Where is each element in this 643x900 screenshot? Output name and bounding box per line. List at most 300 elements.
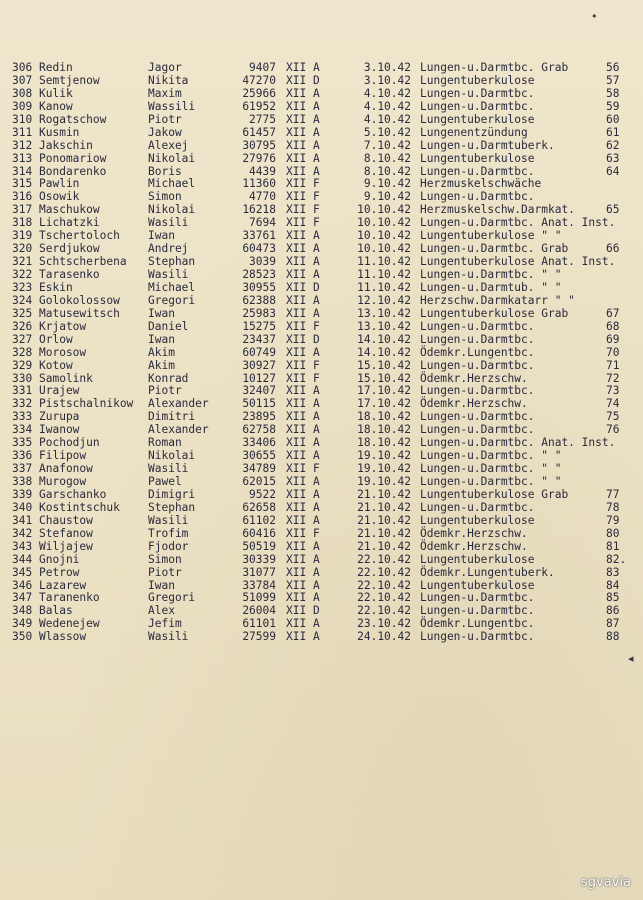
first-name: Dimigri [148,487,196,501]
unit-code: XII A [286,513,320,527]
prisoner-id: 4770 [249,190,276,204]
first-name: Nikolai [148,449,196,463]
surname: Kulik [39,86,73,100]
grave-number: 82. [606,552,627,566]
date: 23.10.42 [357,617,411,631]
first-name: Fjodor [148,539,189,553]
diagnosis: Herzmuskelschwäche [420,177,542,191]
date: 19.10.42 [357,449,411,463]
first-name: Andrej [148,242,189,256]
row-number: 339 [12,487,33,501]
surname: Balas [39,604,73,618]
date: 9.10.42 [363,177,411,191]
surname: Rogatschow [39,112,107,126]
first-name: Alex [148,604,175,618]
unit-code: XII D [286,332,320,346]
date: 17.10.42 [357,384,411,398]
date: 4.10.42 [363,99,411,113]
surname: Samolink [39,371,93,385]
row-number: 341 [12,513,33,527]
prisoner-id: 50115 [242,397,276,411]
grave-number: 80 [606,526,620,540]
row-number: 342 [12,526,33,540]
date: 14.10.42 [357,345,411,359]
date: 11.10.42 [357,255,411,269]
diagnosis: Lungen-u.Darmtbc. [420,332,535,346]
surname: Iwanow [39,423,80,437]
row-number: 327 [12,332,33,346]
unit-code: XII F [286,371,320,385]
surname: Osowik [39,190,80,204]
list-item [10,127,636,140]
prisoner-id: 2775 [249,112,276,126]
list-item [10,153,636,166]
row-number: 313 [12,151,33,165]
prisoner-id: 3039 [249,255,276,269]
surname: Urajew [39,384,80,398]
diagnosis: Ödemkr.Lungentuberk. [420,565,555,579]
date: 19.10.42 [357,475,411,488]
date: 10.10.42 [357,242,411,256]
unit-code: XII A [286,164,320,178]
prisoner-id: 61101 [242,617,276,631]
row-number: 309 [12,99,33,113]
prisoner-id: 30955 [242,280,276,294]
diagnosis: Herzmuskelschw.Darmkat. [420,203,575,217]
surname: Schtscherbena [39,255,127,269]
surname: Serdjukow [39,242,100,256]
row-number: 308 [12,86,33,100]
list-item [10,347,636,360]
surname: Kusmin [39,125,80,139]
grave-number: 87 [606,617,620,631]
first-name: Akim [148,358,175,372]
list-item [10,334,636,347]
surname: Filipow [39,449,87,463]
first-name: Nikolai [148,151,196,165]
row-number: 337 [12,462,33,476]
prisoner-id: 23437 [242,332,276,346]
prisoner-id: 33761 [242,229,276,243]
row-number: 340 [12,500,33,514]
diagnosis: Lungen-u.Darmtbc. " " [420,462,562,476]
row-number: 314 [12,164,33,178]
diagnosis: Lungen-u.Darmtbc. Grab [420,61,569,74]
unit-code: XII D [286,280,320,294]
list-item [10,398,636,411]
prisoner-id: 9407 [249,61,276,74]
date: 22.10.42 [357,578,411,592]
unit-code: XII A [286,99,320,113]
first-name: Simon [148,190,182,204]
prisoner-id: 30795 [242,138,276,152]
surname: Zurupa [39,410,80,424]
row-number: 331 [12,384,33,398]
date: 21.10.42 [357,487,411,501]
date: 11.10.42 [357,280,411,294]
date: 14.10.42 [357,332,411,346]
row-number: 322 [12,268,33,281]
row-number: 310 [12,112,33,126]
prisoner-id: 15275 [242,319,276,333]
list-item [10,62,636,75]
list-item [10,373,636,386]
first-name: Alexej [148,138,189,152]
diagnosis: Lungen-u.Darmtbc. [420,423,535,437]
surname: Taranenko [39,591,100,605]
prisoner-id: 61952 [242,99,276,113]
row-number: 343 [12,539,33,553]
diagnosis: Lungentuberkulose Anat. Inst. [420,255,616,269]
date: 19.10.42 [357,462,411,476]
grave-number: 57 [606,73,620,87]
prisoner-id: 30655 [242,449,276,463]
diagnosis: Lungen-u.Darmtbc. " " [420,268,562,281]
unit-code: XII A [286,151,320,165]
date: 3.10.42 [363,61,411,74]
unit-code: XII A [286,61,320,74]
date: 21.10.42 [357,513,411,527]
row-number: 344 [12,552,33,566]
unit-code: XII A [286,591,320,605]
list-item [10,269,636,282]
unit-code: XII A [286,552,320,566]
diagnosis: Lungen-u.Darmtbc. Grab [420,242,569,256]
surname: Anafonow [39,462,93,476]
diagnosis: Lungen-u.Darmtbc. [420,410,535,424]
list-item [10,580,636,593]
first-name: Piotr [148,384,182,398]
list-item [10,360,636,373]
unit-code: XII A [286,229,320,243]
first-name: Nikita [148,73,189,87]
list-item [10,308,636,321]
unit-code: XII F [286,203,320,217]
surname: Petrow [39,565,80,579]
grave-number: 64 [606,164,620,178]
unit-code: XII A [286,138,320,152]
prisoner-id: 62758 [242,423,276,437]
prisoner-id: 26004 [242,604,276,618]
list-item [10,515,636,528]
row-number: 312 [12,138,33,152]
first-name: Trofim [148,526,189,540]
row-number: 306 [12,61,33,74]
grave-number: 76 [606,423,620,437]
list-item [10,541,636,554]
grave-number: 69 [606,332,620,346]
surname: Lazarew [39,578,87,592]
first-name: Akim [148,345,175,359]
row-number: 345 [12,565,33,579]
date: 13.10.42 [357,319,411,333]
prisoner-id: 28523 [242,268,276,281]
list-item [10,140,636,153]
unit-code: XII A [286,384,320,398]
date: 10.10.42 [357,229,411,243]
row-number: 335 [12,436,33,450]
list-item [10,321,636,334]
row-number: 320 [12,242,33,256]
date: 18.10.42 [357,436,411,450]
grave-number: 63 [606,151,620,165]
watermark-text: sgvavia [581,875,631,890]
grave-number: 61 [606,125,620,139]
prisoner-id: 16218 [242,203,276,217]
date: 9.10.42 [363,190,411,204]
prisoner-id: 60473 [242,242,276,256]
row-number: 326 [12,319,33,333]
diagnosis: Lungenentzündung [420,125,528,139]
row-number: 311 [12,125,33,139]
date: 13.10.42 [357,306,411,320]
list-item [10,178,636,191]
grave-number: 67 [606,306,620,320]
prisoner-id: 31077 [242,565,276,579]
list-item [10,502,636,515]
prisoner-id: 61102 [242,513,276,527]
date: 21.10.42 [357,539,411,553]
diagnosis: Lungen-u.Darmtbc. [420,86,535,100]
surname: Kostintschuk [39,500,120,514]
list-item [10,528,636,541]
grave-number: 68 [606,319,620,333]
diagnosis: Ödemkr.Herzschw. [420,371,528,385]
surname: Golokolossow [39,293,120,307]
diagnosis: Lungen-u.Darmtbc. " " [420,449,562,463]
date: 10.10.42 [357,216,411,230]
date: 22.10.42 [357,591,411,605]
unit-code: XII F [286,216,320,230]
diagnosis: Lungentuberkulose [420,112,535,126]
diagnosis: Lungentuberkulose [420,513,535,527]
date: 18.10.42 [357,423,411,437]
first-name: Iwan [148,578,175,592]
list-item [10,567,636,580]
unit-code: XII A [286,255,320,269]
list-item [10,114,636,127]
diagnosis: Lungen-u.Darmtbc. [420,358,535,372]
row-number: 347 [12,591,33,605]
unit-code: XII A [286,293,320,307]
date: 7.10.42 [363,138,411,152]
date: 24.10.42 [357,630,411,644]
unit-code: XII F [286,177,320,191]
grave-number: 86 [606,604,620,618]
unit-code: XII F [286,462,320,476]
grave-number: 59 [606,99,620,113]
first-name: Jagor [148,61,182,74]
surname: Semtjenow [39,73,100,87]
first-name: Alexander [148,423,209,437]
surname: Murogow [39,475,87,488]
unit-code: XII A [286,125,320,139]
unit-code: XII A [286,345,320,359]
diagnosis: Lungen-u.Darmtbc. " " [420,475,562,488]
first-name: Michael [148,280,196,294]
prisoner-id: 25983 [242,306,276,320]
first-name: Piotr [148,565,182,579]
grave-number: 74 [606,397,620,411]
date: 10.10.42 [357,203,411,217]
first-name: Wasili [148,268,189,281]
diagnosis: Lungen-u.Darmtbc. [420,164,535,178]
surname: Lichatzki [39,216,100,230]
grave-number: 85 [606,591,620,605]
first-name: Simon [148,552,182,566]
prisoner-id: 62015 [242,475,276,488]
prisoner-id: 27599 [242,630,276,644]
date: 17.10.42 [357,397,411,411]
first-name: Stephan [148,255,196,269]
surname: Gnojni [39,552,80,566]
surname: Pawlin [39,177,80,191]
row-number: 348 [12,604,33,618]
unit-code: XII A [286,397,320,411]
prisoner-id: 50519 [242,539,276,553]
first-name: Daniel [148,319,189,333]
diagnosis: Lungen-u.Darmtbc. [420,604,535,618]
prisoner-id: 30339 [242,552,276,566]
unit-code: XII A [286,436,320,450]
date: 12.10.42 [357,293,411,307]
prisoner-id: 62388 [242,293,276,307]
row-number: 307 [12,73,33,87]
prisoner-id: 30927 [242,358,276,372]
first-name: Piotr [148,112,182,126]
date: 3.10.42 [363,73,411,87]
first-name: Konrad [148,371,189,385]
grave-number: 71 [606,358,620,372]
row-number: 346 [12,578,33,592]
unit-code: XII A [286,306,320,320]
surname: Ponomariow [39,151,107,165]
row-number: 321 [12,255,33,269]
grave-number: 79 [606,513,620,527]
first-name: Maxim [148,86,182,100]
list-item [10,101,636,114]
diagnosis: Lungen-u.Darmtbc. Anat. Inst. [420,216,616,230]
diagnosis: Lungentuberkulose Grab [420,487,569,501]
unit-code: XII A [286,268,320,281]
list-item [10,618,636,631]
list-item [10,476,636,489]
row-number: 319 [12,229,33,243]
grave-number: 88 [606,630,620,644]
first-name: Roman [148,436,182,450]
unit-code: XII A [286,112,320,126]
unit-code: XII A [286,539,320,553]
surname: Wlassow [39,630,87,644]
row-number: 328 [12,345,33,359]
first-name: Iwan [148,306,175,320]
unit-code: XII A [286,565,320,579]
diagnosis: Lungen-u.Darmtbc. [420,591,535,605]
prisoner-id: 34789 [242,462,276,476]
unit-code: XII D [286,73,320,87]
row-number: 316 [12,190,33,204]
list-item [10,282,636,295]
grave-number: 56 [606,61,620,74]
row-number: 350 [12,630,33,644]
row-number: 325 [12,306,33,320]
grave-number: 84 [606,578,620,592]
dot-mark-icon: • [591,10,598,23]
row-number: 333 [12,410,33,424]
date: 21.10.42 [357,526,411,540]
grave-number: 60 [606,112,620,126]
diagnosis: Ödemkr.Herzschw. [420,539,528,553]
surname: Bondarenko [39,164,107,178]
date: 21.10.42 [357,500,411,514]
prisoner-id: 33406 [242,436,276,450]
first-name: Wasili [148,513,189,527]
surname: Chaustow [39,513,93,527]
unit-code: XII A [286,487,320,501]
list-item [10,554,636,567]
first-name: Pawel [148,475,182,488]
prisoner-id: 60749 [242,345,276,359]
row-number: 332 [12,397,33,411]
grave-number: 78 [606,500,620,514]
date: 15.10.42 [357,371,411,385]
row-number: 318 [12,216,33,230]
first-name: Nikolai [148,203,196,217]
unit-code: XII D [286,604,320,618]
unit-code: XII A [286,578,320,592]
unit-code: XII A [286,500,320,514]
row-number: 336 [12,449,33,463]
grave-number: 62 [606,138,620,152]
row-number: 330 [12,371,33,385]
surname: Morosow [39,345,87,359]
surname: Matusewitsch [39,306,120,320]
unit-code: XII A [286,630,320,644]
list-item [10,88,636,101]
diagnosis: Lungentuberkulose [420,552,535,566]
date: 8.10.42 [363,151,411,165]
date: 18.10.42 [357,410,411,424]
date: 5.10.42 [363,125,411,139]
diagnosis: Lungen-u.Darmtub. " " [420,280,562,294]
diagnosis: Lungen-u.Darmtbc. Anat. Inst. [420,436,616,450]
unit-code: XII A [286,617,320,631]
prisoner-id: 51099 [242,591,276,605]
surname: Orlow [39,332,73,346]
grave-number: 66 [606,242,620,256]
unit-code: XII F [286,526,320,540]
unit-code: XII F [286,190,320,204]
first-name: Wasili [148,216,189,230]
first-name: Wassili [148,99,196,113]
diagnosis: Lungentuberkulose [420,151,535,165]
diagnosis: Lungen-u.Darmtuberk. [420,138,555,152]
unit-code: XII F [286,358,320,372]
date: 4.10.42 [363,86,411,100]
date: 22.10.42 [357,552,411,566]
list-item [10,631,636,644]
first-name: Gregori [148,591,196,605]
surname: Eskin [39,280,73,294]
diagnosis: Lungentuberkulose Grab [420,306,569,320]
diagnosis: Lungentuberkulose " " [420,229,562,243]
list-item [10,75,636,88]
prisoner-id: 11360 [242,177,276,191]
prisoner-id: 27976 [242,151,276,165]
row-number: 317 [12,203,33,217]
first-name: Iwan [148,332,175,346]
surname: Kotow [39,358,73,372]
